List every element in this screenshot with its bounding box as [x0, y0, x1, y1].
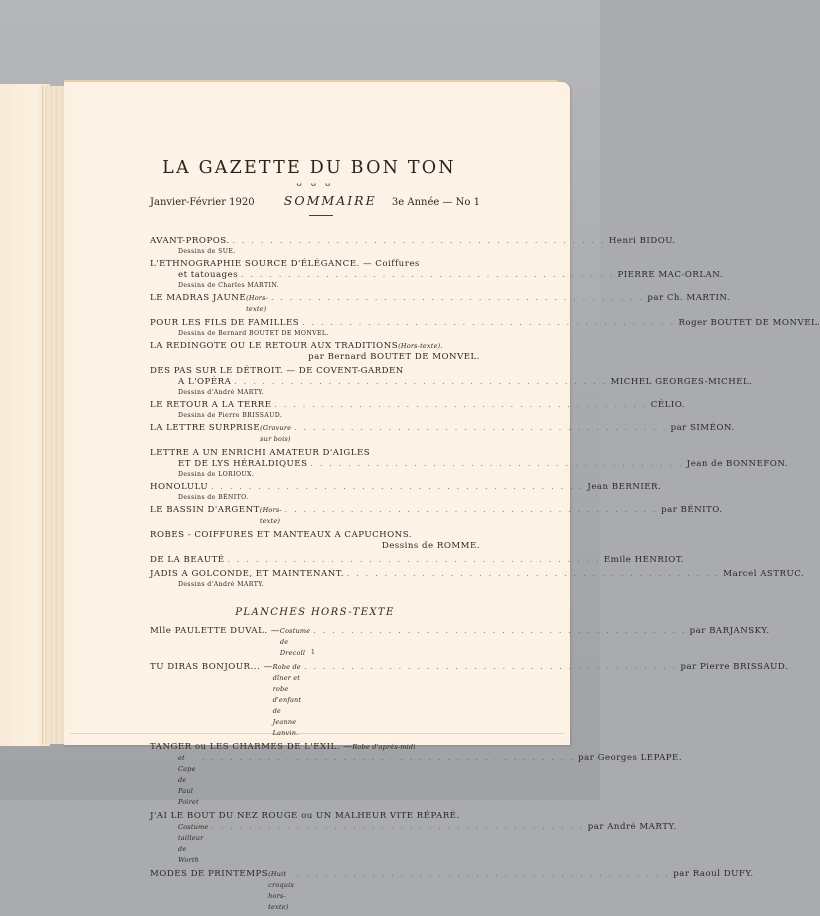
entry-title-row — [150, 811, 480, 822]
entry-author: CÉLIO. — [650, 400, 686, 410]
plate-entry — [150, 626, 770, 659]
entry-title: J'AI LE BOUT DU NEZ ROUGE ou UN MALHEUR VITE RÉPARÉ. — [150, 811, 460, 821]
plate-entry — [150, 869, 754, 913]
magazine-title: LA GAZETTE DU BON TON — [162, 158, 456, 178]
entry-title: Mlle PAULETTE DUVAL. — — [150, 626, 280, 636]
entry-illustrator: Dessins de Bernard BOUTET DE MONVEL. — [178, 330, 329, 337]
plate-entry — [150, 662, 789, 739]
entry-illustrator: Dessins d'André MARTY. — [178, 389, 265, 396]
entry-title-row — [150, 530, 480, 541]
toc-entry — [150, 400, 686, 420]
entry-title-row — [150, 293, 731, 315]
entry-title-row — [150, 423, 735, 445]
dot-leader: . . . . . . . . . . . . . . . . . . . . . . . . . . . . . . . . . . . . . . . . — [304, 663, 678, 671]
entry-title: DE LA BEAUTÉ — [150, 555, 225, 565]
entry-title: POUR LES FILS DE FAMILLES — [150, 318, 300, 328]
entry-title: DES PAS SUR LE DÉTROIT. — DE COVENT-GARDEN — [150, 366, 404, 376]
dot-leader: . . . . . . . . . . . . . . . . . . . . . . . . . . . . . . . . . . . . . . . . — [241, 271, 615, 279]
entry-continuation-row — [150, 753, 683, 808]
entry-author: PIERRE MAC-ORLAN. — [617, 270, 723, 280]
plate-entry — [150, 742, 683, 808]
entry-title-row — [150, 259, 480, 270]
dot-leader: . . . . . . . . . . . . . . . . . . . . . . . . . . . . . . . . . . . . . . . . — [294, 424, 668, 432]
entry-author: Emile HENRIOT. — [603, 555, 685, 565]
entry-illustrator: Dessins d'André MARTY. — [178, 581, 265, 588]
entry-continuation-row — [150, 459, 789, 470]
entry-note: (Hors-texte). — [398, 342, 443, 350]
entry-author: par Raoul DUFY. — [673, 869, 754, 879]
section-rule — [309, 215, 333, 216]
entry-title: TU DIRAS BONJOUR... — — [150, 662, 273, 672]
entry-title: LA REDINGOTE OU LE RETOUR AUX TRADITIONS — [150, 341, 399, 351]
entry-author: par Pierre BRISSAUD. — [680, 662, 789, 672]
entry-author: par BARJANSKY. — [689, 626, 770, 636]
toc-entry — [150, 236, 676, 256]
toc-entry — [150, 555, 685, 566]
entry-title-row — [150, 482, 662, 493]
dot-leader: . . . . . . . . . . . . . . . . . . . . . . . . . . . . . . . . . . . . . . . . — [313, 627, 687, 635]
entry-author: Roger BOUTET DE MONVEL. — [678, 318, 820, 328]
entry-title-cont: et tatouages — [178, 270, 239, 280]
entry-author: par BÉNITO. — [661, 505, 723, 515]
dot-leader: . . . . . . . . . . . . . . . . . . . . . . . . . . . . . . . . . . . . . . . . — [346, 570, 721, 578]
plates-heading: PLANCHES HORS-TEXTE — [235, 607, 395, 618]
entry-title: TANGER ou LES CHARMES DE L'EXIL. — — [150, 742, 353, 752]
entry-title-row — [150, 341, 480, 352]
issue-number: 3e Année — No 1 — [391, 197, 480, 208]
entry-title: LE RETOUR A LA TERRE — [150, 400, 272, 410]
entry-title-row — [150, 869, 754, 913]
entry-author-row — [150, 541, 480, 552]
plates-list — [150, 626, 789, 913]
dot-leader: . . . . . . . . . . . . . . . . . . . . . . . . . . . . . . . . . . . . . . . . — [227, 556, 601, 564]
entry-illustrator: Dessins de Charles MARTIN. — [178, 282, 280, 289]
entry-author: par André MARTY. — [587, 822, 677, 832]
issue-info-row — [150, 193, 480, 208]
entry-continuation-row — [150, 822, 677, 866]
entry-title-row — [150, 400, 686, 411]
entry-title: HONOLULU — [150, 482, 209, 492]
dot-leader: . . . . . . . . . . . . . . . . . . . . . . . . . . . . . . . . . . . . . . . . — [271, 294, 645, 302]
entry-note: (Hors-texte) — [246, 294, 269, 313]
entry-note: Costume de Drecoll — [279, 627, 311, 657]
dot-leader: . . . . . . . . . . . . . . . . . . . . . . . . . . . . . . . . . . . . . . . . — [211, 483, 585, 491]
entry-author: MICHEL GEORGES-MICHEL. — [610, 377, 753, 387]
dot-leader: . . . . . . . . . . . . . . . . . . . . . . . . . . . . . . . . . . . . . . . . — [234, 378, 608, 386]
toc-entry — [150, 366, 753, 397]
dot-leader: . . . . . . . . . . . . . . . . . . . . . . . . . . . . . . . . . . . . . . . . — [284, 506, 659, 514]
entry-illustrator: Dessins de BÉNITO. — [178, 494, 249, 501]
toc-entry — [150, 341, 480, 363]
entry-title-row — [150, 662, 789, 739]
toc-entry — [150, 482, 662, 502]
toc-entry — [150, 259, 723, 290]
entry-continuation-row — [150, 377, 753, 388]
table-of-contents-page — [150, 158, 820, 916]
entry-title-row — [150, 318, 820, 329]
toc-entry — [150, 448, 789, 479]
ornament-icon: ᴗ ᴗ ᴗ — [296, 179, 334, 189]
entry-title: LETTRE A UN ENRICHI AMATEUR D'AIGLES — [150, 448, 371, 458]
entry-note: (Gravure sur bois) — [260, 424, 292, 443]
entry-title-row — [150, 555, 685, 566]
entry-title: LA LETTRE SURPRISE — [150, 423, 261, 433]
entry-note: Robe de dîner et robe d'enfant de Jeanne Lanvin. — [272, 663, 302, 737]
page-number: 1 — [311, 649, 315, 656]
entry-note: Robe d'après-midi — [352, 743, 416, 751]
entry-title-row — [150, 505, 723, 527]
entry-note-cont: et Cape de Paul Poiret — [178, 754, 199, 806]
entry-author: par Georges LEPAPE. — [578, 753, 683, 763]
toc-entry — [150, 530, 480, 552]
section-title: SOMMAIRE — [283, 193, 377, 208]
entry-author: Jean BERNIER. — [587, 482, 662, 492]
entry-title: JADIS A GOLCONDE, ET MAINTENANT. — [150, 569, 344, 579]
entry-author: par Ch. MARTIN. — [647, 293, 731, 303]
entry-title-row — [150, 236, 676, 247]
entry-illustrator: Dessins de LORIOUX. — [178, 471, 255, 478]
toc-entry — [150, 293, 731, 315]
dot-leader: . . . . . . . . . . . . . . . . . . . . . . . . . . . . . . . . . . . . . . . . — [296, 870, 671, 878]
entry-author: Dessins de ROMME. — [381, 541, 480, 551]
entry-author: Jean de BONNEFON. — [686, 459, 789, 469]
entry-title-row — [150, 569, 805, 580]
entry-title: LE MADRAS JAUNE — [150, 293, 247, 303]
entry-illustrator: Dessins de Pierre BRISSAUD. — [178, 412, 283, 419]
dot-leader: . . . . . . . . . . . . . . . . . . . . . . . . . . . . . . . . . . . . . . . . — [211, 823, 585, 831]
dot-leader: . . . . . . . . . . . . . . . . . . . . . . . . . . . . . . . . . . . . . . . . — [302, 319, 676, 327]
entry-illustrator: Dessins de SUE. — [178, 248, 236, 255]
entry-note: (Huit croquis hors-texte) — [268, 870, 294, 911]
entry-title: LE BASSIN D'ARGENT — [150, 505, 260, 515]
entry-title-row — [150, 626, 770, 659]
dot-leader: . . . . . . . . . . . . . . . . . . . . . . . . . . . . . . . . . . . . . . . . — [274, 401, 648, 409]
entry-note-cont: Costume tailleur de Worth — [178, 823, 209, 864]
contents-list — [150, 236, 820, 589]
dot-leader: . . . . . . . . . . . . . . . . . . . . . . . . . . . . . . . . . . . . . . . . — [310, 460, 684, 468]
entry-author: Marcel ASTRUC. — [723, 569, 805, 579]
entry-title: MODES DE PRINTEMPS — [150, 869, 269, 879]
entry-author: Henri BIDOU. — [608, 236, 676, 246]
dot-leader: . . . . . . . . . . . . . . . . . . . . . . . . . . . . . . . . . . . . . . . . — [232, 237, 606, 245]
toc-entry — [150, 423, 735, 445]
entry-title-row — [150, 366, 480, 377]
toc-entry — [150, 569, 805, 589]
plate-entry — [150, 811, 677, 866]
entry-note: (Hors-texte) — [259, 506, 282, 525]
entry-title-row — [150, 742, 480, 753]
entry-title-cont: ET DE LYS HÉRALDIQUES — [178, 459, 308, 469]
toc-entry — [150, 318, 820, 338]
entry-title: L'ETHNOGRAPHIE SOURCE D'ÉLÉGANCE. — Coiffures — [150, 259, 420, 269]
entry-author-row — [150, 352, 480, 363]
dot-leader: . . . . . . . . . . . . . . . . . . . . . . . . . . . . . . . . . . . . . . . . — [201, 754, 576, 762]
toc-entry — [150, 505, 723, 527]
entry-title-row — [150, 448, 480, 459]
entry-continuation-row — [150, 270, 723, 281]
entry-author: par Bernard BOUTET DE MONVEL. — [308, 352, 480, 362]
entry-title: AVANT-PROPOS. — [150, 236, 230, 246]
entry-title: ROBES - COIFFURES ET MANTEAUX A CAPUCHONS. — [150, 530, 413, 540]
entry-title-cont: A L'OPÉRA — [178, 377, 232, 387]
entry-author: par SIMÉON. — [670, 423, 735, 433]
issue-date: Janvier-Février 1920 — [150, 197, 255, 208]
